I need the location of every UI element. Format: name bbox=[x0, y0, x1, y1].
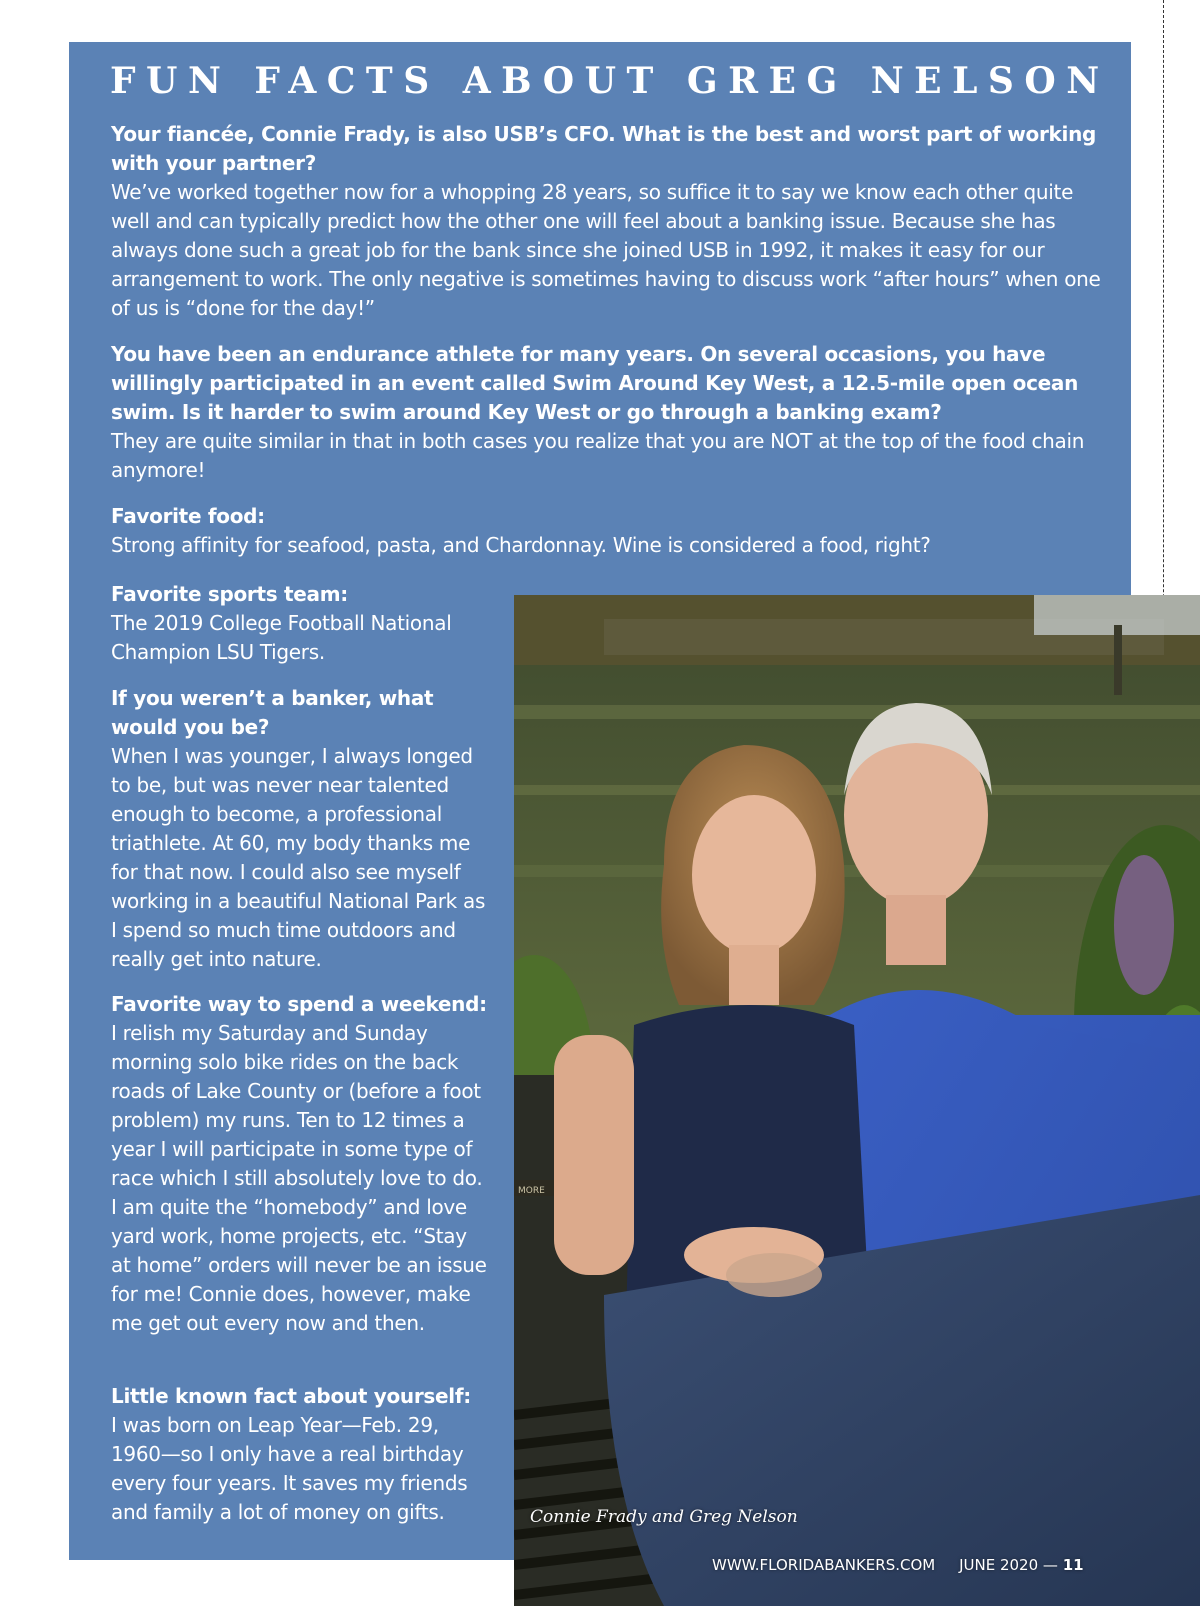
footer-issue: JUNE 2020 — bbox=[959, 1556, 1058, 1574]
qa-item-not-a-banker bbox=[111, 684, 491, 974]
qa-answer: The 2019 College Football National Champion LSU Tigers. bbox=[111, 611, 452, 664]
qa-answer: I was born on Leap Year—Feb. 29, 1960—so I only have a real birthday every four years. It saves my friends and family a lot of money on gifts. bbox=[111, 1413, 468, 1524]
qa-question: Favorite way to spend a weekend: bbox=[111, 992, 487, 1016]
footer-site: WWW.FLORIDABANKERS.COM bbox=[712, 1556, 936, 1574]
qa-answer: I relish my Saturday and Sunday morning solo bike rides on the back roads of Lake County or (before a foot problem) my runs. Ten to 12 times a year I will participate in some type of race which I still absolutely love to do. I am quite the “homebody” and love yard work, home projects, etc. “Stay at home” orders will never be an issue for me! Connie does, however, make me get out every now and then. bbox=[111, 1021, 487, 1335]
qa-answer: Strong affinity for seafood, pasta, and Chardonnay. Wine is considered a food, right? bbox=[111, 533, 931, 557]
photo-caption: Connie Frady and Greg Nelson bbox=[530, 1507, 798, 1527]
page-footer bbox=[712, 1554, 1084, 1576]
qa-item-little-known-fact bbox=[111, 1382, 491, 1527]
qa-item-key-west bbox=[111, 340, 1111, 485]
qa-question: Little known fact about yourself: bbox=[111, 1384, 471, 1408]
qa-question: Your fiancée, Connie Frady, is also USB’s CFO. What is the best and worst part of working with your partner? bbox=[111, 122, 1097, 175]
couple-photo bbox=[514, 595, 1200, 1606]
qa-answer: When I was younger, I always longed to be, but was never near talented enough to become, a professional triathlete. At 60, my body thanks me for that now. I could also see myself working in a beautiful National Park as I spend so much time outdoors and really get into nature. bbox=[111, 744, 486, 971]
qa-question: If you weren’t a banker, what would you be? bbox=[111, 686, 434, 739]
qa-item-weekend bbox=[111, 990, 491, 1338]
qa-answer: We’ve worked together now for a whopping 28 years, so suffice it to say we know each other quite well and can typically predict how the other one will feel about a banking issue. Because she has always done such a great job for the bank since she joined USB in 1992, it makes it easy for our arrangement to work. The only negative is sometimes having to discuss work “after hours” when one of us is “done for the day!” bbox=[111, 180, 1101, 320]
page-number: 11 bbox=[1062, 1556, 1084, 1574]
page-title: FUN FACTS ABOUT GREG NELSON bbox=[110, 60, 1110, 102]
qa-question: You have been an endurance athlete for many years. On several occasions, you have willingly participated in an event called Swim Around Key West, a 12.5-mile open ocean swim. Is it harder to swim around Key West or go through a banking exam? bbox=[111, 342, 1079, 424]
qa-question: Favorite sports team: bbox=[111, 582, 348, 606]
qa-answer: They are quite similar in that in both cases you realize that you are NOT at the top of the food chain anymore! bbox=[111, 429, 1085, 482]
qa-item-favorite-food bbox=[111, 502, 1111, 560]
bench-plate-text: MORE bbox=[518, 1186, 545, 1196]
qa-item-partner bbox=[111, 120, 1111, 323]
qa-question: Favorite food: bbox=[111, 504, 265, 528]
qa-item-sports-team bbox=[111, 580, 491, 667]
